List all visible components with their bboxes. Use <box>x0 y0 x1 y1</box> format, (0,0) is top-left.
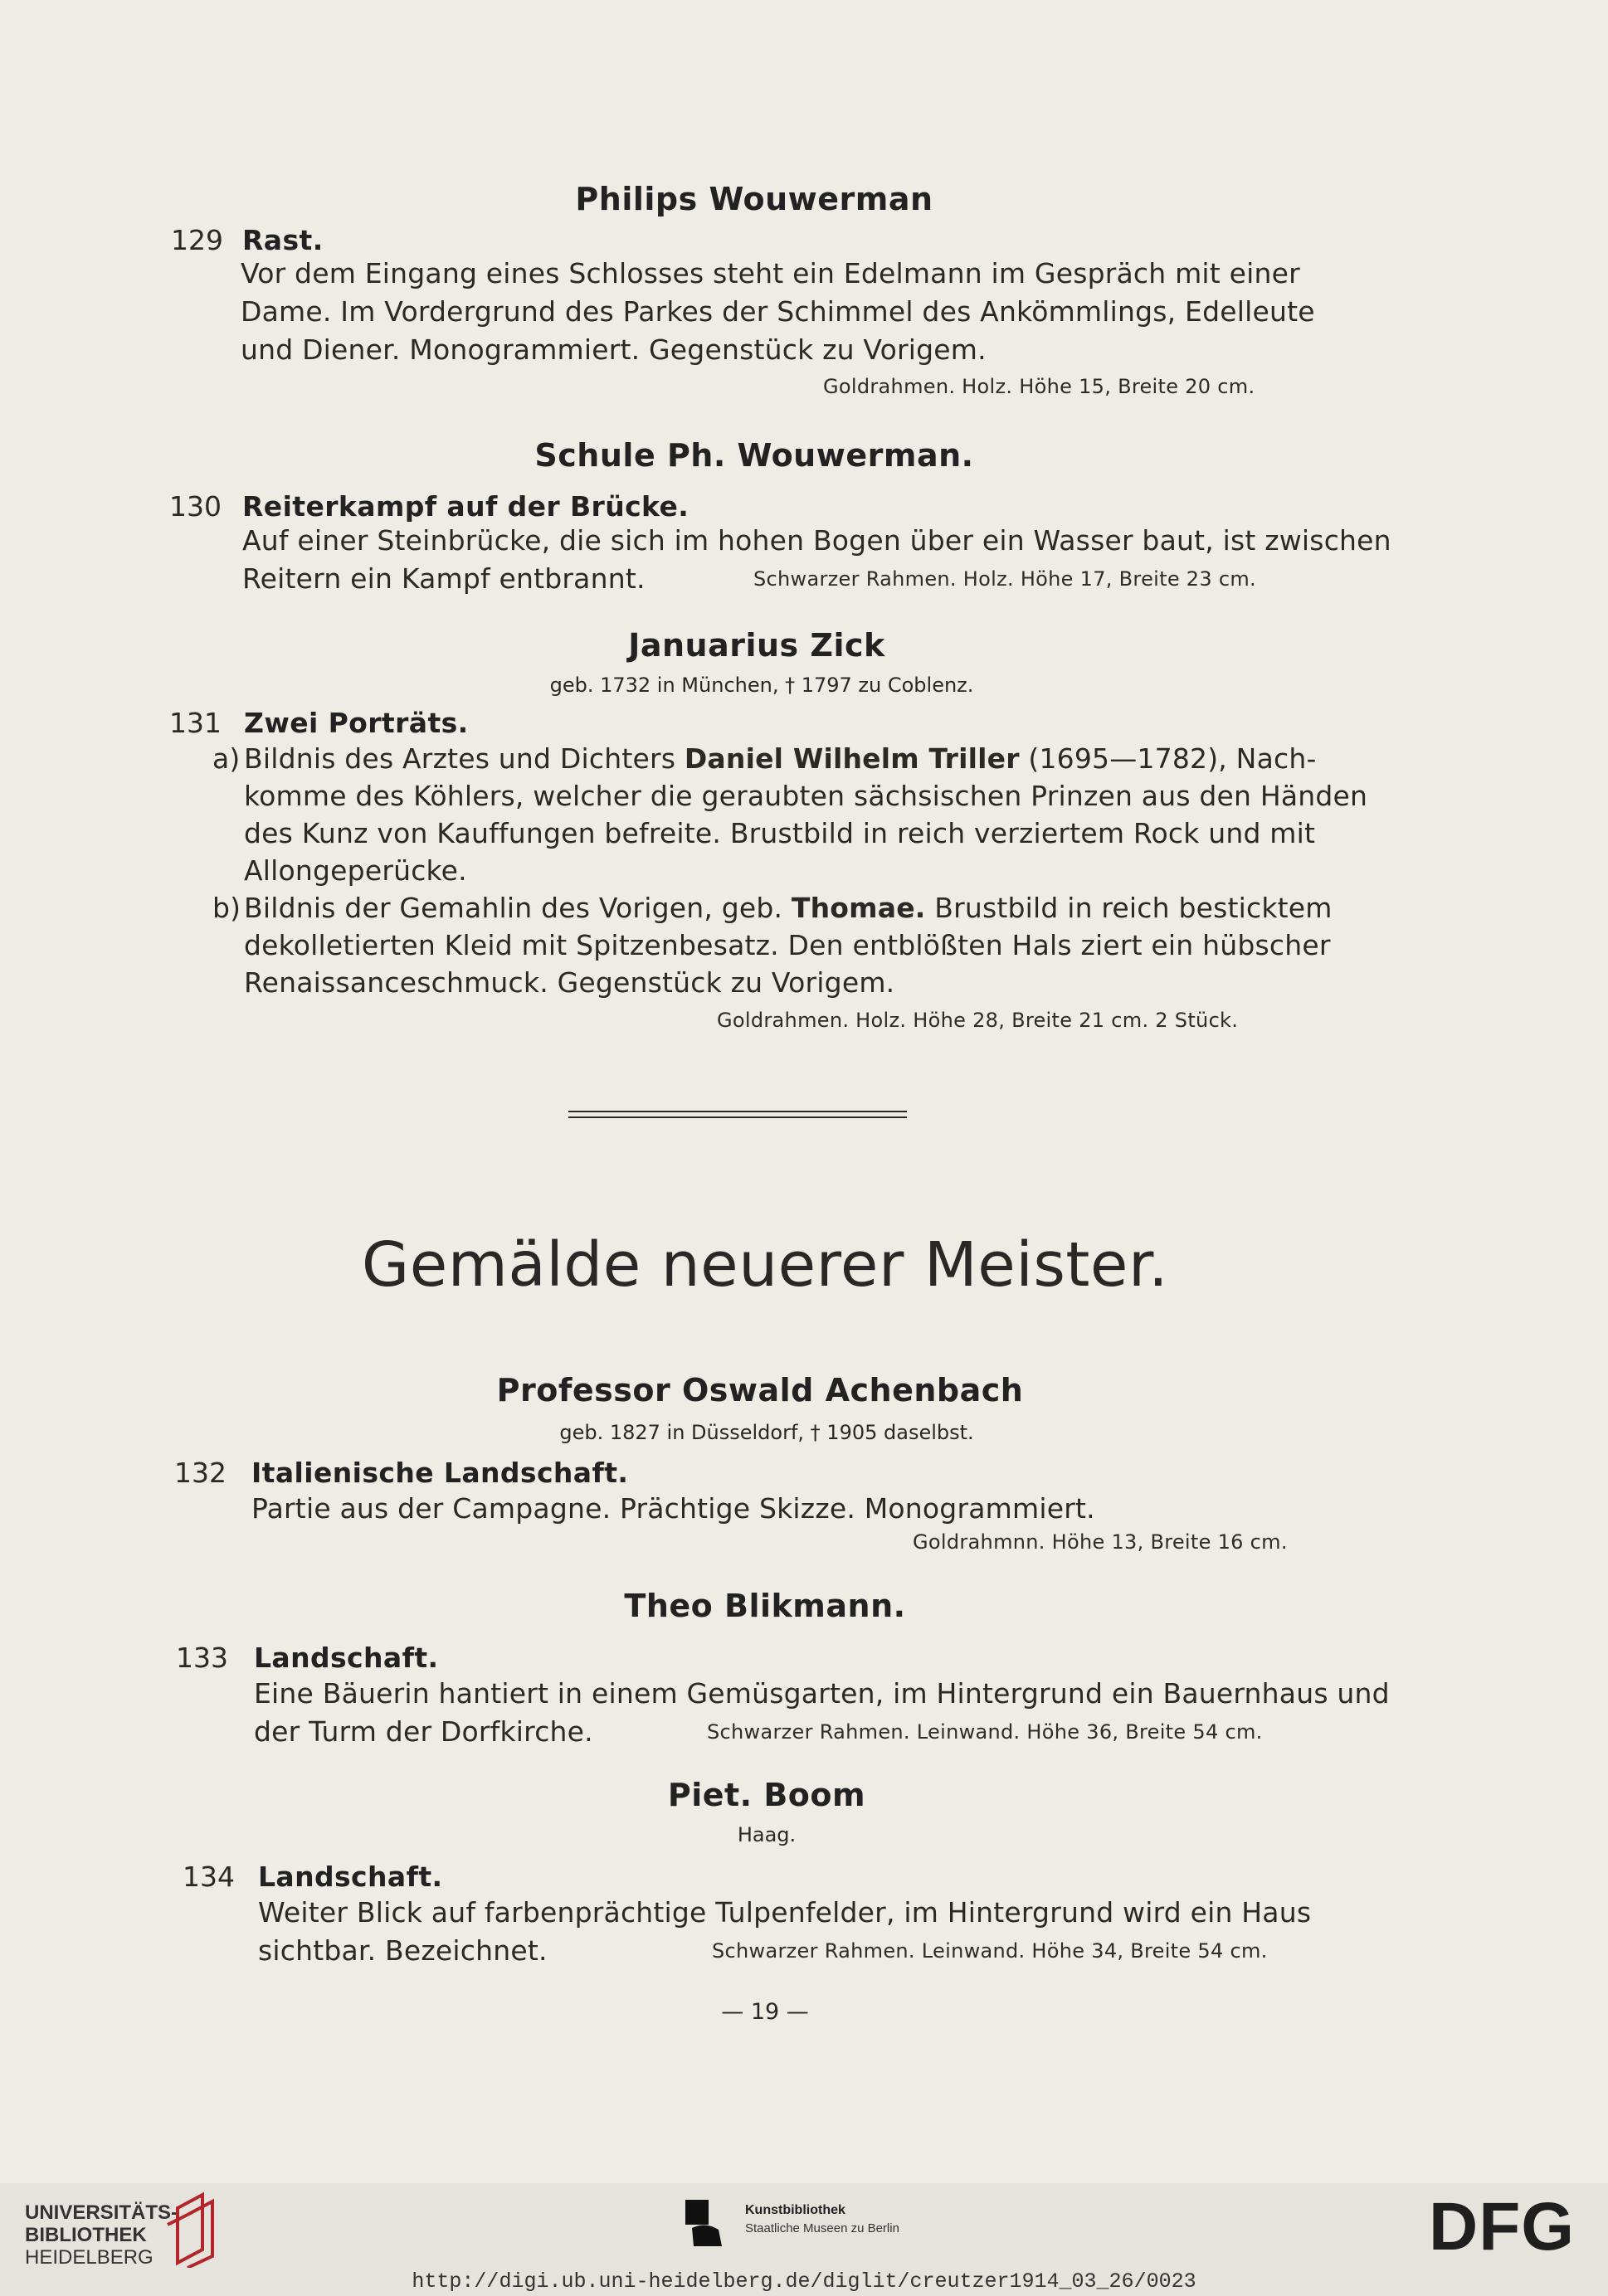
lot-title: Italienische Landschaft. <box>251 1457 629 1489</box>
lot-title: Zwei Porträts. <box>244 707 469 739</box>
lot-title: Landschaft. <box>254 1642 439 1674</box>
artist-bio: geb. 1732 in München, † 1797 zu Coblenz. <box>549 674 974 697</box>
kunstbibliothek-subtitle: Staatliche Museen zu Berlin <box>745 2221 899 2235</box>
description-line: des Kunz von Kauffungen befreite. Brustbild in reich verziertem Rock und mit <box>244 817 1316 849</box>
frame-info: Goldrahmen. Holz. Höhe 15, Breite 20 cm. <box>823 375 1255 398</box>
lot-number: 134 <box>183 1861 235 1893</box>
ub-heidelberg-emblem-icon <box>163 2191 227 2268</box>
artist-heading: Philips Wouwerman <box>575 181 933 217</box>
frame-info: Schwarzer Rahmen. Leinwand. Höhe 34, Breite 54 cm. <box>712 1939 1268 1963</box>
description-line: und Diener. Monogrammiert. Gegenstück zu Vorigem. <box>241 333 987 366</box>
description-line: der Turm der Dorfkirche. <box>254 1715 593 1748</box>
artist-bio: geb. 1827 in Düsseldorf, † 1905 daselbst. <box>559 1421 974 1444</box>
sitter-name: Daniel Wilhelm Triller <box>684 742 1020 775</box>
dfg-logo: DFG <box>1429 2189 1576 2264</box>
description-line: komme des Köhlers, welcher die geraubten sächsischen Prinzen aus den Händen <box>244 780 1368 812</box>
footer-bar <box>0 2183 1608 2296</box>
page-url-link[interactable]: http://digi.ub.uni-heidelberg.de/diglit/creutzer1914_03_26/0023 <box>412 2269 1196 2294</box>
kunstbibliothek-title: Kunstbibliothek <box>745 2203 845 2217</box>
description-line: Dame. Im Vordergrund des Parkes der Schimmel des Ankömmlings, Edelleute <box>241 295 1315 328</box>
artist-heading: Professor Oswald Achenbach <box>496 1372 1024 1408</box>
lot-number: 132 <box>174 1457 227 1489</box>
lot-number: 131 <box>169 707 222 739</box>
description-line: Eine Bäuerin hantiert in einem Gemüsgarten, im Hintergrund ein Bauernhaus und <box>254 1677 1390 1710</box>
description-line: Vor dem Eingang eines Schlosses steht ein Edelmann im Gespräch mit einer <box>241 257 1300 289</box>
lot-title: Reiterkampf auf der Brücke. <box>242 490 689 523</box>
artist-bio: Haag. <box>737 1823 797 1846</box>
item-label: b) <box>212 892 241 924</box>
description-line: Bildnis des Arztes und Dichters Daniel Wilhelm Triller (1695—1782), Nach- <box>244 742 1317 775</box>
frame-info: Schwarzer Rahmen. Leinwand. Höhe 36, Breite 54 cm. <box>707 1720 1263 1744</box>
ub-heidelberg-logo-text: UNIVERSITÄTS- BIBLIOTHEK HEIDELBERG <box>25 2201 178 2269</box>
page-number: — 19 — <box>721 1999 809 2025</box>
artist-heading: Theo Blikmann. <box>624 1588 906 1624</box>
item-label: a) <box>212 742 241 775</box>
double-rule-bottom <box>568 1116 907 1118</box>
lot-number: 133 <box>176 1642 228 1674</box>
sitter-name: Thomae. <box>791 892 926 924</box>
frame-info: Schwarzer Rahmen. Holz. Höhe 17, Breite 23 cm. <box>753 567 1256 591</box>
kunstbibliothek-logo-icon <box>685 2200 728 2248</box>
lot-title: Rast. <box>242 224 324 256</box>
lot-number: 129 <box>171 224 223 256</box>
description-line: dekolletierten Kleid mit Spitzenbesatz. Den entblößten Hals ziert ein hübscher <box>244 929 1331 961</box>
description-line: Allongeperücke. <box>244 854 467 887</box>
section-title: Gemälde neuerer Meister. <box>361 1229 1169 1301</box>
double-rule-top <box>568 1111 907 1112</box>
description-line: sichtbar. Bezeichnet. <box>258 1934 548 1967</box>
artist-heading: Januarius Zick <box>628 627 885 664</box>
frame-info: Goldrahmnn. Höhe 13, Breite 16 cm. <box>913 1530 1288 1554</box>
description-line: Weiter Blick auf farbenprächtige Tulpenfelder, im Hintergrund wird ein Haus <box>258 1896 1312 1929</box>
description-line: Bildnis der Gemahlin des Vorigen, geb. Thomae. Brustbild in reich besticktem <box>244 892 1333 924</box>
artist-heading: Piet. Boom <box>667 1777 866 1813</box>
description-line: Partie aus der Campagne. Prächtige Skizze. Monogrammiert. <box>251 1492 1095 1525</box>
description-line: Reitern ein Kampf entbrannt. <box>242 562 646 595</box>
frame-info: Goldrahmen. Holz. Höhe 28, Breite 21 cm. 2 Stück. <box>717 1009 1239 1032</box>
description-line: Renaissanceschmuck. Gegenstück zu Vorigem. <box>244 966 895 999</box>
lot-title: Landschaft. <box>258 1861 443 1893</box>
lot-number: 130 <box>169 490 222 523</box>
artist-heading: Schule Ph. Wouwerman. <box>534 437 974 474</box>
description-line: Auf einer Steinbrücke, die sich im hohen Bogen über ein Wasser baut, ist zwischen <box>242 524 1391 557</box>
